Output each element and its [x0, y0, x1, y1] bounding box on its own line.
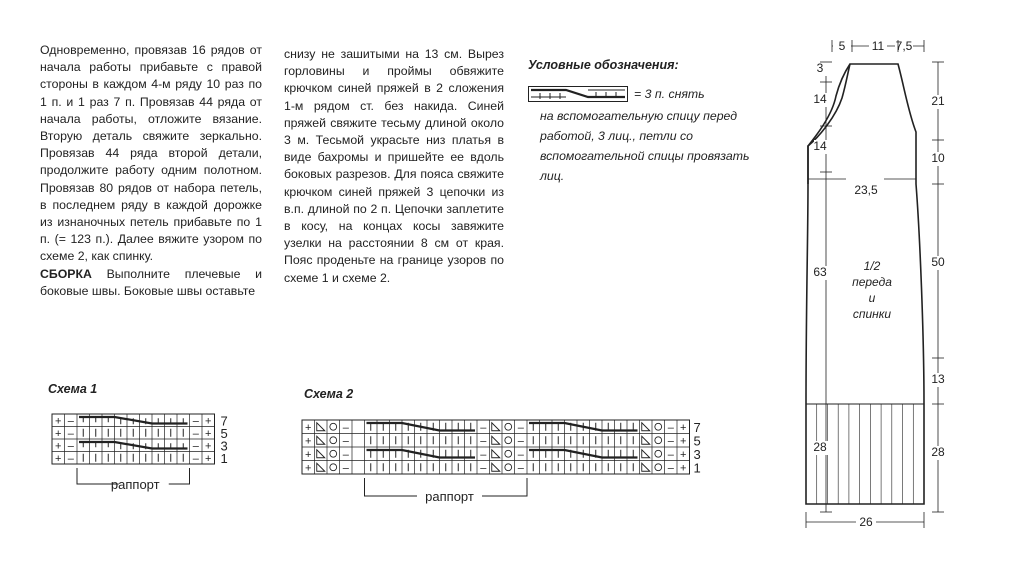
purl-stitch-symbol: –: [192, 452, 199, 465]
row-number: 7: [693, 419, 701, 435]
edge-stitch-symbol: +: [680, 448, 687, 461]
row-number: 5: [693, 433, 701, 449]
dimension-label: 7,5: [895, 39, 913, 53]
purl-stitch-symbol: –: [67, 440, 74, 453]
dimension-label: 13: [931, 372, 945, 386]
dimension-label: 26: [859, 515, 873, 529]
purl-stitch-symbol: –: [192, 415, 199, 428]
edge-stitch-symbol: +: [55, 452, 62, 465]
edge-stitch-symbol: +: [55, 440, 62, 453]
piece-label: 1/2: [863, 259, 881, 273]
legend-prefix: = 3 п. снять: [634, 87, 705, 101]
row-number: 3: [220, 438, 228, 454]
purl-stitch-symbol: –: [67, 427, 74, 440]
edge-stitch-symbol: +: [205, 415, 212, 428]
purl-stitch-symbol: –: [342, 462, 349, 475]
legend-rest: на вспомогательную спицу перед работой, 3 лиц., петли со вспомогательной спицы провязать лиц.: [540, 109, 750, 183]
purl-stitch-symbol: –: [67, 452, 74, 465]
scheme1-chart: [52, 414, 242, 504]
purl-stitch-symbol: –: [517, 462, 524, 475]
dimension-label: 21: [931, 94, 945, 108]
purl-stitch-symbol: –: [667, 421, 674, 434]
instructions-column-1: [40, 42, 262, 300]
dimension-label: 28: [931, 445, 945, 459]
edge-stitch-symbol: +: [205, 427, 212, 440]
edge-stitch-symbol: +: [680, 421, 687, 434]
purl-stitch-symbol: –: [517, 421, 524, 434]
row-number: 1: [220, 450, 228, 466]
dimension-label: 28: [813, 440, 827, 454]
assembly-heading: СБОРКА: [40, 266, 92, 281]
purl-stitch-symbol: –: [342, 435, 349, 448]
instructions-column-2: [284, 46, 504, 287]
purl-stitch-symbol: –: [192, 440, 199, 453]
assembly-text: Выполните плечевые и боковые швы. Боковые швы оставьте: [40, 266, 262, 298]
assembly-paragraph: [40, 266, 262, 300]
row-number: 7: [220, 413, 228, 429]
piece-label: спинки: [852, 307, 892, 321]
garment-schematic: [796, 36, 966, 536]
purl-stitch-symbol: –: [480, 448, 487, 461]
purl-stitch-symbol: –: [342, 421, 349, 434]
dimension-label: 11: [871, 39, 885, 53]
instructions-paragraph: Одновременно, провязав 16 рядов от начала работы прибавьте с правой стороны в каждом 4-м ряду 10 раз по 1 п. и 1 раз 7 п. Провязав 44 ряда от начала работы, отложите вязание. Вторую деталь свяжите зеркально. Провязав 44 ряда второй детали, продолжите работу одним полотном. Провязав 80 рядов от набора петель, в последнем ряду в каждой дорожке из изнаночных петель прибавьте по 1 п. (= 123 п.). Далее вяжите узором по схеме 2, как спинку.: [40, 43, 262, 264]
dimension-label: 50: [931, 255, 945, 269]
piece-label: переда: [852, 275, 892, 289]
dimension-label: 10: [931, 151, 945, 165]
edge-stitch-symbol: +: [680, 462, 687, 475]
purl-stitch-symbol: –: [480, 462, 487, 475]
edge-stitch-symbol: +: [305, 448, 312, 461]
purl-stitch-symbol: –: [667, 435, 674, 448]
legend-title: Условные обозначения:: [528, 58, 679, 72]
dimension-label: 5: [838, 39, 846, 53]
edge-stitch-symbol: +: [305, 462, 312, 475]
dimension-label: 63: [813, 265, 827, 279]
purl-stitch-symbol: –: [480, 421, 487, 434]
repeat-label: раппорт: [425, 489, 474, 504]
legend-description: [540, 86, 760, 186]
row-number: 5: [220, 425, 228, 441]
finishing-paragraph: снизу не зашитыми на 13 см. Вырез горловины и проймы обвяжите крючком синей пряжей в 2 сложения 1-м рядом ст. без накида. Синей пряжей свяжите тесьму длиной около 3 м. Тесьмой украсьте низ платья в виде бахромы и пришейте ее вдоль боковых разрезов. Для пояса свяжите крючком синей пряжей 3 цепочки из в.п. длиной по 2 п. Цепочки заплетите в косу, на концах косы завяжите узелки на расстоянии 8 см от края. Пояс проденьте на границе узоров по схеме 1 и схеме 2.: [284, 47, 504, 285]
row-number: 3: [693, 446, 701, 462]
edge-stitch-symbol: +: [205, 452, 212, 465]
purl-stitch-symbol: –: [480, 435, 487, 448]
edge-stitch-symbol: +: [305, 435, 312, 448]
purl-stitch-symbol: –: [517, 448, 524, 461]
purl-stitch-symbol: –: [667, 448, 674, 461]
edge-stitch-symbol: +: [680, 435, 687, 448]
dimension-label: 14: [813, 139, 827, 153]
edge-stitch-symbol: +: [205, 440, 212, 453]
dimension-label: 3: [816, 61, 824, 75]
purl-stitch-symbol: –: [517, 435, 524, 448]
dimension-label: 23,5: [854, 183, 878, 197]
scheme1-title: Схема 1: [48, 382, 98, 396]
edge-stitch-symbol: +: [305, 421, 312, 434]
edge-stitch-symbol: +: [55, 415, 62, 428]
piece-label: и: [868, 291, 876, 305]
row-number: 1: [693, 460, 701, 476]
purl-stitch-symbol: –: [667, 462, 674, 475]
dimension-label: 14: [813, 92, 827, 106]
purl-stitch-symbol: –: [342, 448, 349, 461]
purl-stitch-symbol: –: [192, 427, 199, 440]
edge-stitch-symbol: +: [55, 427, 62, 440]
purl-stitch-symbol: –: [67, 415, 74, 428]
repeat-label: раппорт: [110, 477, 160, 492]
scheme2-chart: [302, 420, 722, 512]
scheme2-title: Схема 2: [304, 387, 354, 401]
